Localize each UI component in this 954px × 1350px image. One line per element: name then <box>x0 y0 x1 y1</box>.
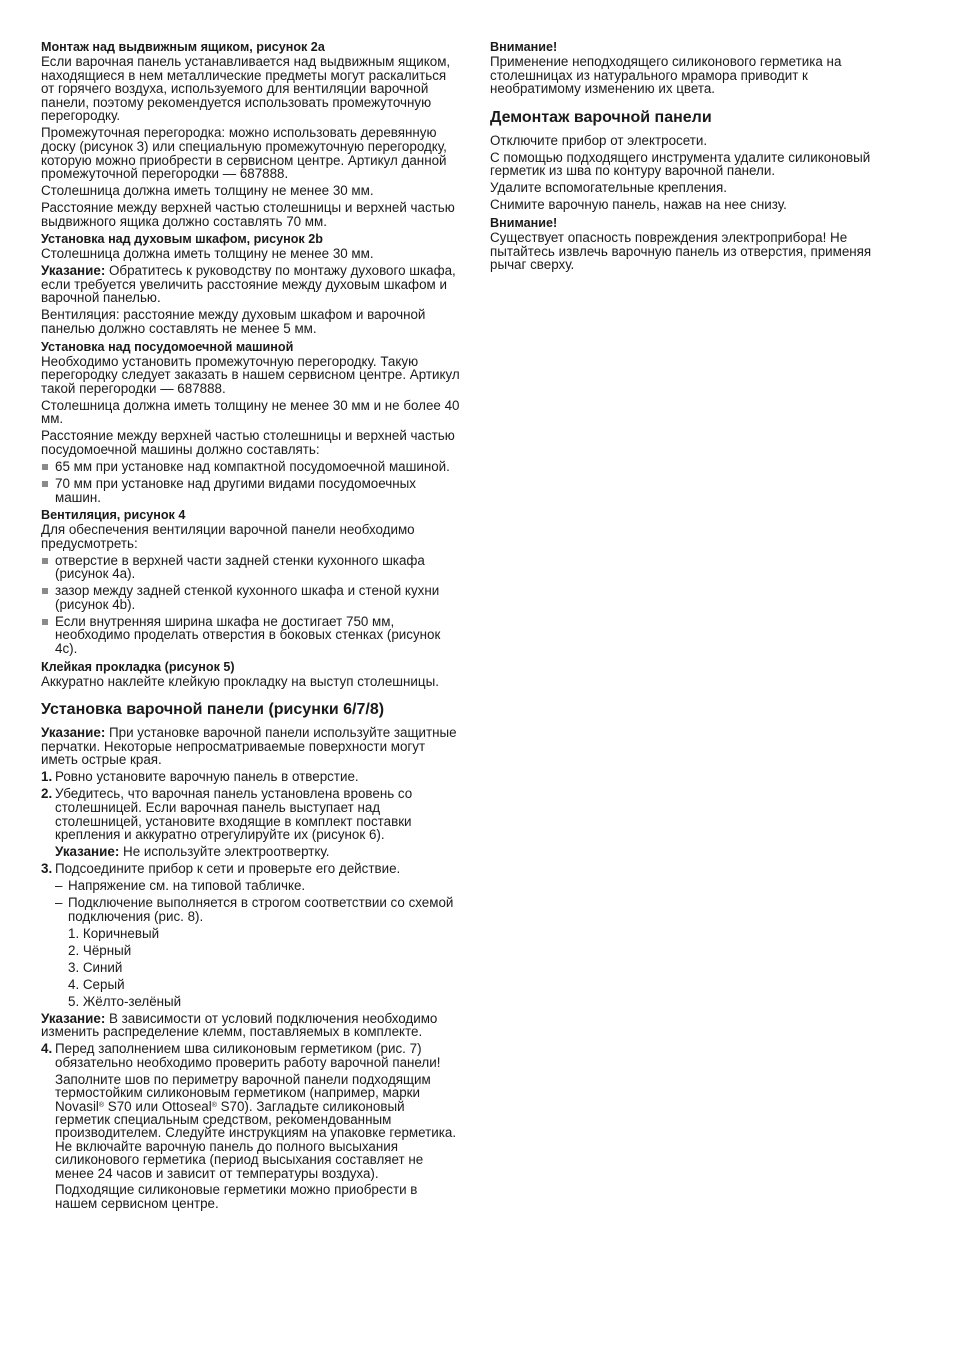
paragraph: Подходящие силиконовые герметики можно приобрести в нашем сервисном центре. <box>55 1182 418 1212</box>
list-item: 70 мм при установке над другими видами посудомоечных машин. <box>41 477 463 504</box>
list-item: – Напряжение см. на типовой табличке. <box>55 879 463 893</box>
hint-paragraph <box>41 845 463 859</box>
warning-text: Существует опасность повреждения электроприбора! Не пытайтесь извлечь варочную панель из отверстия, применяя рычаг сверху. <box>490 229 872 273</box>
wire-color-list <box>41 927 463 1009</box>
step-1 <box>41 770 463 784</box>
paragraph: Расстояние между верхней частью столешницы и верхней частью выдвижного ящика должно составлять 70 мм. <box>41 200 455 229</box>
hint-text: При установке варочной панели используйте защитные перчатки. Некоторые непросматриваемые поверхности могут иметь острые края. <box>41 725 457 768</box>
section-title-oven: Установка над духовым шкафом, рисунок 2b <box>41 232 323 247</box>
list-item: Если внутренняя ширина шкафа не достигает 750 мм, необходимо проделать отверстия в боковых стенках (рисунок 4c). <box>41 615 463 656</box>
hint-paragraph <box>41 1012 463 1039</box>
paragraph: С помощью подходящего инструмента удалите силиконовый герметик из шва по контуру варочной панели. <box>490 149 871 179</box>
heading-installation: Установка варочной панели (рисунки 6/7/8) <box>41 701 385 719</box>
list-item: 65 мм при установке над компактной посудомоечной машиной. <box>41 460 463 474</box>
hint-paragraph <box>41 264 463 305</box>
list-item: 3. Синий <box>68 959 123 975</box>
bullet-list <box>41 554 463 656</box>
step-number: 3. <box>41 861 53 877</box>
section-title-drawer: Монтаж над выдвижным ящиком, рисунок 2a <box>41 40 325 54</box>
text-run: S70). Загладьте силиконовый герметик специальным средством, рекомендованным производителем. Следуйте инструкциям на упаковке герметика. Не включайте варочную панель до полного высыхания силиконового герметика (период высыхания составляет не менее 24 часов и зависит от температуры воздуха). <box>55 1098 457 1181</box>
list-item: зазор между задней стенкой кухонного шкафа и стеной кухни (рисунок 4b). <box>41 584 463 611</box>
section-title-adhesive: Клейкая прокладка (рисунок 5) <box>41 659 235 674</box>
hint-label: Указание: <box>41 263 106 279</box>
list-item: 5. Жёлто-зелёный <box>68 993 182 1009</box>
dash-list <box>41 879 463 923</box>
warning-text: Применение неподходящего силиконового герметика на столешницах из натурального мрамора приводит к необратимому изменению их цвета. <box>490 54 842 97</box>
paragraph: Отключите прибор от электросети. <box>490 132 708 148</box>
paragraph: Снимите варочную панель, нажав на нее снизу. <box>490 197 787 213</box>
paragraph: Столешница должна иметь толщину не менее 30 мм. <box>41 183 374 199</box>
section-title-ventilation: Вентиляция, рисунок 4 <box>41 508 186 523</box>
bullet-list <box>41 460 463 504</box>
hint-label: Указание: <box>41 1010 106 1026</box>
step-text: Ровно установите варочную панель в отверстие. <box>55 769 359 785</box>
list-item: 1. Коричневый <box>68 925 160 941</box>
hint-paragraph <box>41 726 463 767</box>
text-run: Заполните шов по периметру варочной панели подходящим термостойким силиконовым герметиком (например, марки Novasil <box>55 1071 431 1114</box>
text-run: S70 или Ottoseal <box>104 1098 212 1114</box>
registered-mark: ® <box>211 1101 217 1109</box>
paragraph: Необходимо установить промежуточную перегородку. Такую перегородку следует заказать в нашем сервисном центре. Артикул такой перегородки — 687888. <box>41 353 460 396</box>
heading-removal: Демонтаж варочной панели <box>490 108 712 126</box>
paragraph: Столешница должна иметь толщину не менее 30 мм и не более 40 мм. <box>41 397 460 427</box>
paragraph: Промежуточная перегородка: можно использовать деревянную доску (рисунок 3) или специальную промежуточную перегородку, которую можно приобрести в сервисном центре. Артикул данной промежуточной перегородки — 687888. <box>41 125 447 182</box>
paragraph: Расстояние между верхней частью столешницы и верхней частью посудомоечной машины должно составлять: <box>41 428 455 457</box>
step-number: 1. <box>41 769 53 785</box>
list-item: 2. Чёрный <box>68 942 132 958</box>
step-number: 2. <box>41 786 53 802</box>
warning-title: Внимание! <box>490 215 558 230</box>
left-column <box>41 40 463 1214</box>
hint-text: Не используйте электроотвертку. <box>119 844 330 860</box>
hint-text: Обратитесь к руководству по монтажу духового шкафа, если требуется увеличить расстояние между духовым шкафом и варочной панелью. <box>41 263 456 306</box>
registered-mark: ® <box>98 1101 105 1109</box>
paragraph: Вентиляция: расстояние между духовым шкафом и варочной панелью должно составлять не менее 5 мм. <box>41 307 426 337</box>
step-text: Подсоедините прибор к сети и проверьте его действие. <box>55 861 401 877</box>
hint-label: Указание: <box>55 844 120 860</box>
section-title-dishwasher: Установка над посудомоечной машиной <box>41 339 294 354</box>
paragraph: Для обеспечения вентиляции варочной панели необходимо предусмотреть: <box>41 522 415 551</box>
hint-text: В зависимости от условий подключения необходимо изменить распределение клемм, поставляемых в комплекте. <box>41 1010 438 1040</box>
paragraph: Удалите вспомогательные крепления. <box>490 180 727 196</box>
right-column <box>490 40 900 275</box>
list-item: – Подключение выполняется в строгом соответствии со схемой подключения (рис. 8). <box>55 896 463 923</box>
warning-title: Внимание! <box>490 40 558 54</box>
step-4 <box>41 1042 463 1069</box>
paragraph: Аккуратно наклейте клейкую прокладку на выступ столешницы. <box>41 673 439 689</box>
paragraph: Столешница должна иметь толщину не менее 30 мм. <box>41 246 374 262</box>
step-2 <box>41 787 463 841</box>
step-3 <box>41 862 463 876</box>
list-item: отверстие в верхней части задней стенки кухонного шкафа (рисунок 4a). <box>41 554 463 581</box>
paragraph: Если варочная панель устанавливается над выдвижным ящиком, находящиеся в нем металлические предметы могут раскалиться от горячего воздуха, используемого для вентиляции варочной панели, поэтому рекомендуется использовать промежуточную перегородку. <box>41 54 451 124</box>
step-text: Перед заполнением шва силиконовым герметиком (рис. 7) обязательно необходимо проверить работу варочной панели! <box>55 1041 441 1070</box>
hint-label: Указание: <box>41 725 106 741</box>
list-item: 4. Серый <box>68 976 125 992</box>
paragraph <box>41 1073 463 1180</box>
step-number: 4. <box>41 1041 53 1057</box>
step-text: Убедитесь, что варочная панель установлена вровень со столешницей. Если варочная панель выступает над столешницей, установите входящие в комплект поставки крепления и аккуратно отрегулируйте их (рисунок 6). <box>55 786 413 843</box>
